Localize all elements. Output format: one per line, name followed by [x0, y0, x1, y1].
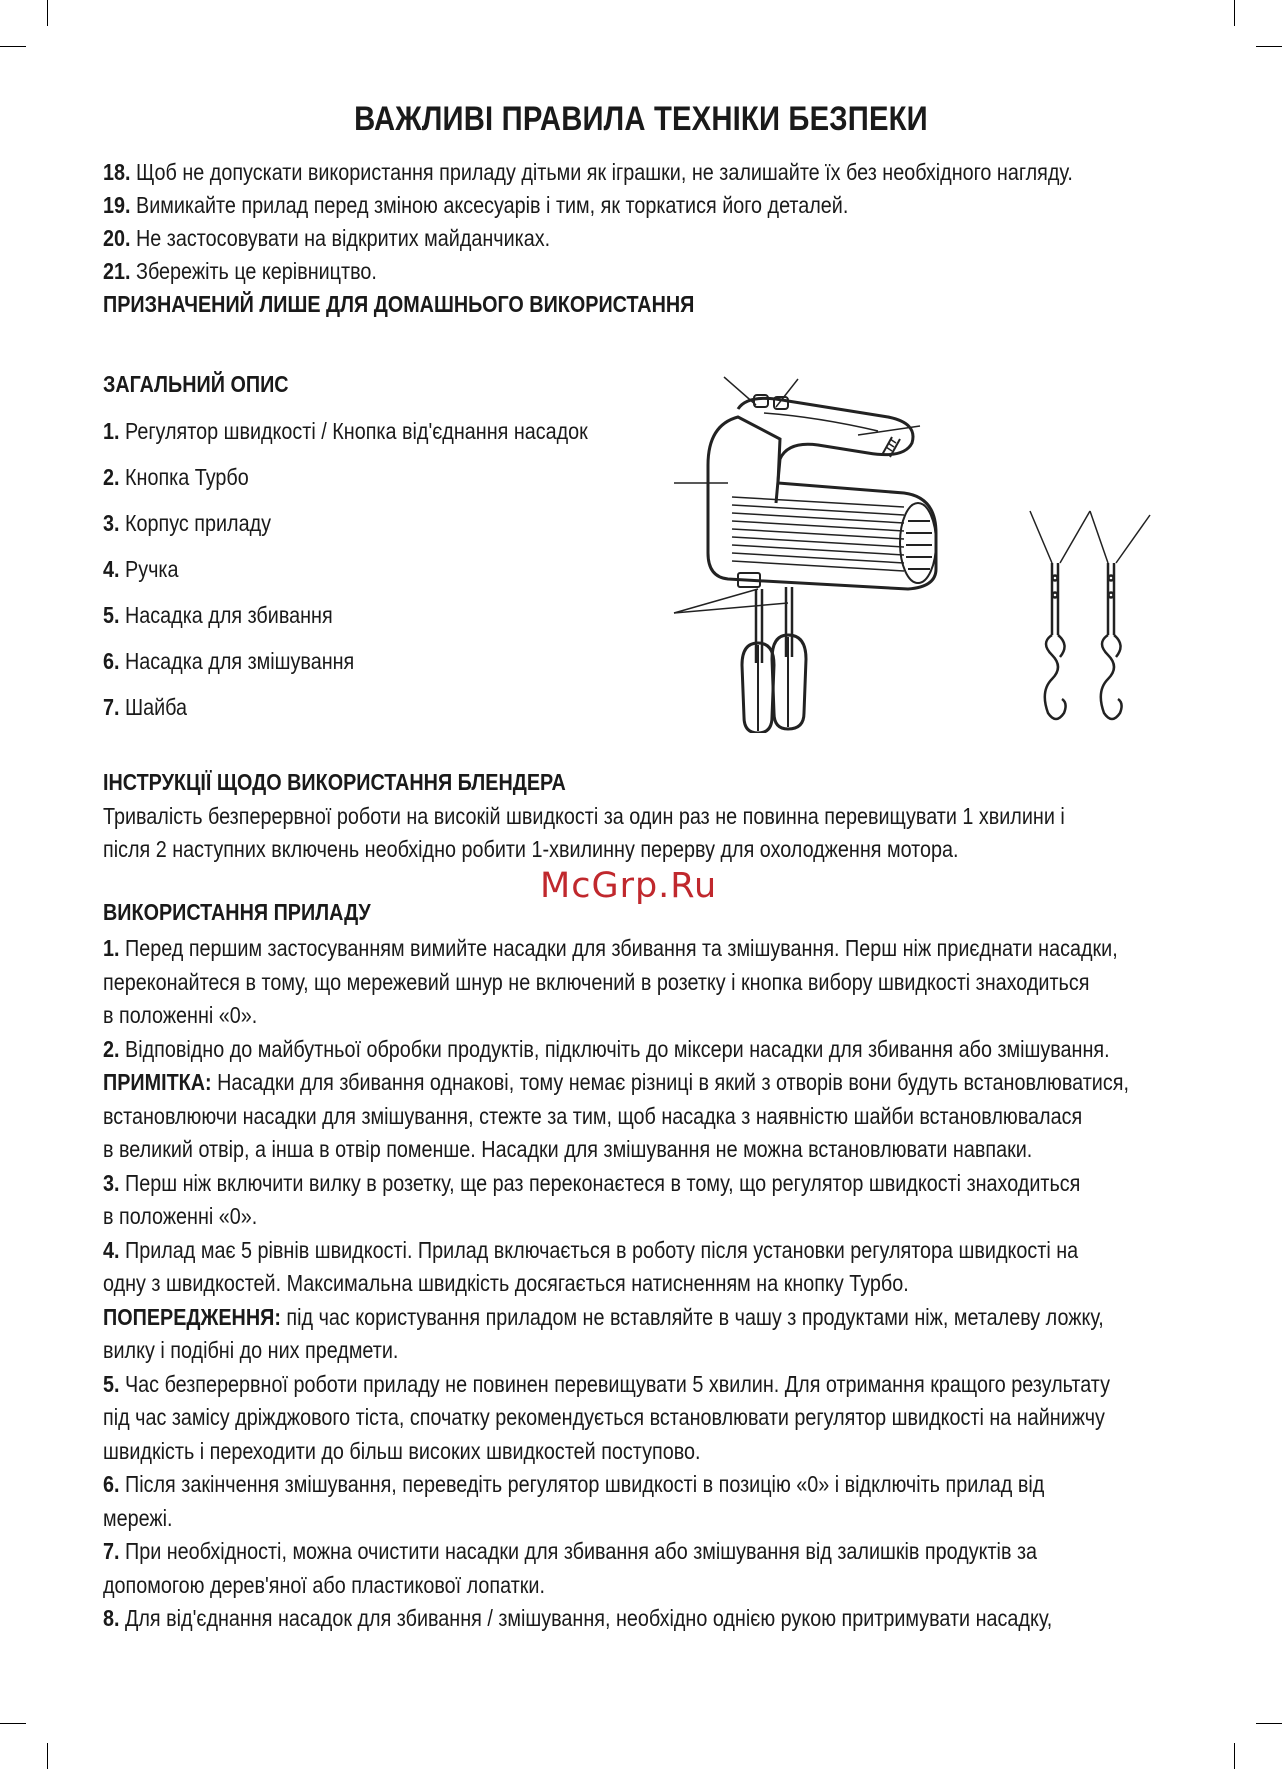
rear-vent: [900, 503, 936, 583]
mixer-diagram: [668, 373, 1186, 733]
instructions-heading: ІНСТРУКЦІЇ ЩОДО ВИКОРИСТАННЯ БЛЕНДЕРА: [103, 769, 566, 795]
crop-mark: [1234, 1743, 1235, 1769]
usage-line: 2. Відповідно до майбутньої обробки продуктів, підключіть до міксери насадки для збивання або змішування.: [103, 1035, 1110, 1062]
usage-line: ПРИМІТКА: Насадки для збивання однакові, тому немає різниці в який з отворів вони будуть встановлюватися,: [103, 1069, 1129, 1095]
part-item: 5. Насадка для збивання: [103, 602, 333, 628]
vent-lines: [732, 497, 904, 571]
page-title: ВАЖЛИВІ ПРАВИЛА ТЕХНІКИ БЕЗПЕКИ: [354, 100, 928, 138]
usage-text: [103, 932, 1179, 1636]
usage-line: швидкість і переходити до більш високих швидкостей поступово.: [103, 1437, 701, 1464]
usage-heading: ВИКОРИСТАННЯ ПРИЛАДУ: [103, 899, 371, 925]
usage-line: 1. Перед першим застосуванням вимийте насадки для збивання та змішування. Перш ніж приєднати насадки,: [103, 935, 1118, 961]
part-item: 4. Ручка: [103, 556, 179, 582]
leader-line: [1116, 515, 1150, 563]
usage-line: переконайтеся в тому, що мережевий шнур не включений в розетку і кнопка вибору швидкості знаходиться: [103, 968, 1090, 995]
safety-rule: 18. Щоб не допускати використання приладу дітьми як іграшки, не залишайте їх без необхідного нагляду.: [103, 159, 1073, 185]
instructions-line: після 2 наступних включень необхідно робити 1-хвилинну перерву для охолодження мотора.: [103, 836, 959, 862]
instructions-text: [103, 800, 1179, 866]
usage-line: під час замісу дріжджового тіста, спочатку рекомендується встановлювати регулятор швидкості на найнижчу: [103, 1404, 1105, 1430]
watermark: McGrp.Ru: [540, 866, 718, 906]
usage-line: допомогою дерев'яної або пластикової лопатки.: [103, 1571, 545, 1598]
crop-mark: [0, 1723, 26, 1724]
instructions-line: Тривалість безперервної роботи на високій швидкості за один раз не повинна перевищувати 1 хвилини і: [103, 803, 1065, 829]
dough-hook-left: [1045, 563, 1066, 719]
usage-line: вилку і подібні до них предмети.: [103, 1337, 399, 1363]
leader-line: [1060, 511, 1090, 563]
usage-line: ПОПЕРЕДЖЕННЯ: під час користування приладом не вставляйте в чашу з продуктами ніж, металеву ложку,: [103, 1303, 1104, 1330]
crop-mark: [1256, 1723, 1282, 1724]
usage-line: в положенні «0».: [103, 1203, 258, 1229]
part-item: 3. Корпус приладу: [103, 510, 272, 536]
parts-list: [103, 414, 667, 736]
crop-mark: [0, 46, 26, 47]
dough-hook-right: [1101, 563, 1122, 719]
usage-line: 3. Перш ніж включити вилку в розетку, ще раз переконаєтеся в тому, що регулятор швидкості знаходиться: [103, 1169, 1081, 1196]
household-only-notice: ПРИЗНАЧЕНИЙ ЛИШЕ ДЛЯ ДОМАШНЬОГО ВИКОРИСТАННЯ: [103, 291, 695, 317]
part-item: 1. Регулятор швидкості / Кнопка від'єднання насадок: [103, 418, 588, 444]
safety-rule: 20. Не застосовувати на відкритих майданчиках.: [103, 225, 551, 251]
mixer-body-drawing: [674, 377, 1150, 733]
usage-line: мережі.: [103, 1504, 173, 1531]
usage-line: 5. Час безперервної роботи приладу не повинен перевищувати 5 хвилин. Для отримання кращого результату: [103, 1370, 1110, 1397]
crop-mark: [1234, 0, 1235, 26]
safety-rules-list: [103, 156, 1179, 321]
leader-line: [1030, 511, 1052, 563]
crop-mark: [47, 1743, 48, 1769]
safety-rule: 19. Вимикайте прилад перед зміною аксесуарів і тим, як торкатися його деталей.: [103, 192, 849, 218]
usage-line: 7. При необхідності, можна очистити насадки для збивання або змішування від залишків продуктів за: [103, 1538, 1038, 1564]
usage-line: 8. Для від'єднання насадок для збивання / змішування, необхідно однією рукою притримувати насадку,: [103, 1605, 1053, 1631]
part-item: 7. Шайба: [103, 694, 188, 720]
part-item: 2. Кнопка Турбо: [103, 464, 249, 490]
crop-mark: [1256, 46, 1282, 47]
leader-line: [1090, 511, 1108, 563]
usage-line: в положенні «0».: [103, 1002, 258, 1028]
part-item: 6. Насадка для змішування: [103, 648, 355, 674]
usage-line: 6. Після закінчення змішування, переведіть регулятор швидкості в позицію «0» і відключіть прилад від: [103, 1471, 1045, 1497]
usage-line: встановлюючи насадки для змішування, стежте за тим, щоб насадка з наявністю шайби встановлювалася: [103, 1102, 1083, 1129]
crop-mark: [47, 0, 48, 26]
usage-line: в великий отвір, а інша в отвір поменше. Насадки для змішування не можна встановлювати навпаки.: [103, 1136, 1033, 1162]
usage-line: 4. Прилад має 5 рівнів швидкості. Прилад включається в роботу після установки регулятора швидкості на: [103, 1236, 1079, 1263]
speed-button-shape: [754, 395, 768, 407]
description-heading: ЗАГАЛЬНИЙ ОПИС: [103, 371, 289, 397]
safety-rule: 21. Збережіть це керівництво.: [103, 258, 377, 284]
usage-line: одну з швидкостей. Максимальна швидкість досягається натисненням на кнопку Турбо.: [103, 1270, 909, 1296]
